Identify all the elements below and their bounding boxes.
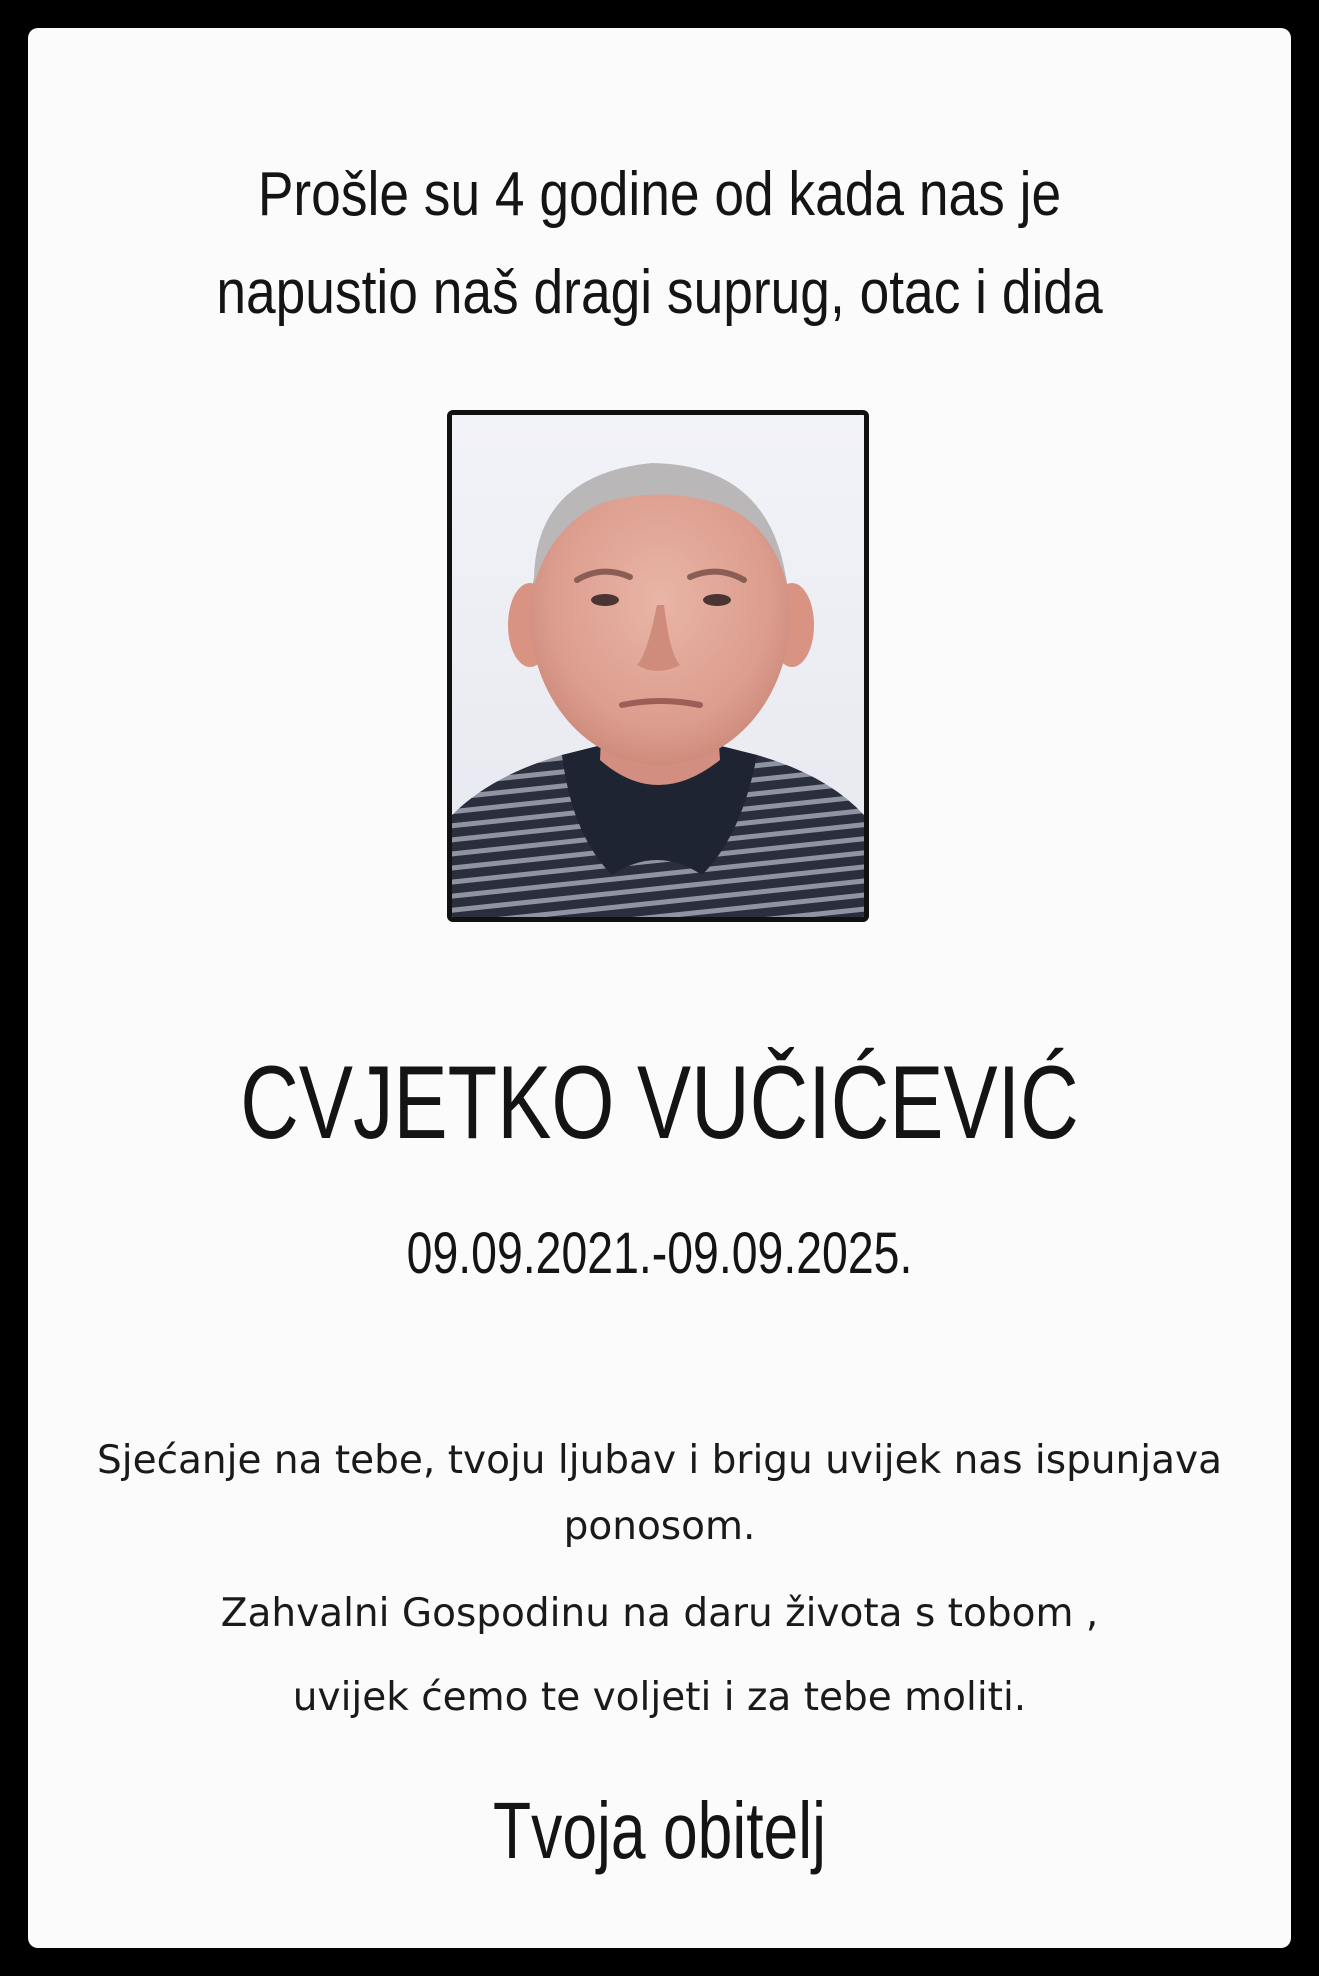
message-line-2: Zahvalni Gospodinu na daru života s tobom , bbox=[220, 1591, 1099, 1636]
deceased-name: CVJETKO VUČIĆEVIĆ bbox=[240, 1045, 1079, 1161]
message-line-3: uvijek ćemo te voljeti i za tebe moliti. bbox=[292, 1675, 1027, 1720]
heading-line-2: napustio naš dragi suprug, otac i dida bbox=[216, 258, 1103, 327]
memorial-heading bbox=[116, 146, 1202, 342]
family-signature: Tvoja obitelj bbox=[493, 1786, 826, 1875]
memorial-dates: 09.09.2021.-09.09.2025. bbox=[406, 1221, 913, 1286]
message-line-1: Sjećanje na tebe, tvoju ljubav i brigu uvijek nas ispunjava ponosom. bbox=[97, 1438, 1222, 1549]
portrait-illustration bbox=[452, 415, 864, 917]
memorial-message bbox=[28, 1428, 1291, 1728]
memorial-card bbox=[28, 28, 1291, 1948]
heading-line-1: Prošle su 4 godine od kada nas je bbox=[257, 160, 1062, 229]
portrait-photo bbox=[447, 410, 869, 922]
